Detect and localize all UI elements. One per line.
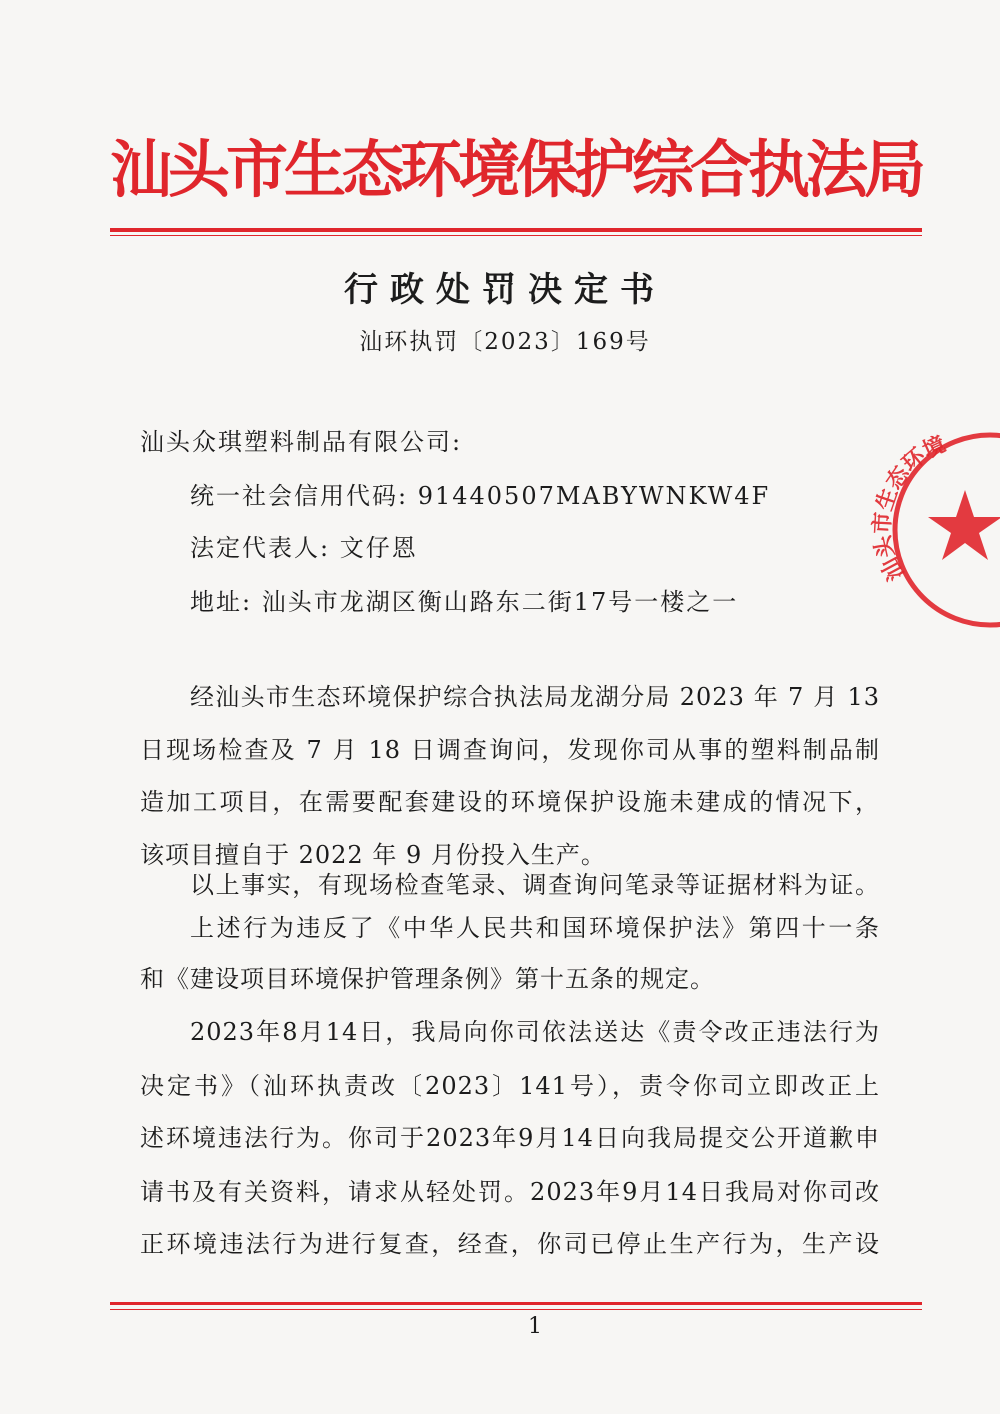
body-text-line: 述环境违法行为。你司于2023年9月14日向我局提交公开道歉申 [140, 1124, 880, 1152]
body-text-line: 经汕头市生态环境保护综合执法局龙湖分局 2023 年 7 月 13 [190, 683, 880, 711]
body-text-line: 造加工项目，在需要配套建设的环境保护设施未建成的情况下， [140, 788, 880, 816]
document-title: 行政处罚决定书 [344, 270, 666, 310]
party-representative: 法定代表人: 文仔恩 [190, 534, 418, 562]
footer-rule-thick [110, 1302, 922, 1305]
page-number: 1 [528, 1314, 542, 1339]
party-address: 地址: 汕头市龙湖区衡山路东二街17号一楼之一 [190, 588, 739, 616]
party-name: 汕头众琪塑料制品有限公司: [140, 428, 463, 456]
body-text-line: 以上事实，有现场检查笔录、调查询问笔录等证据材料为证。 [190, 871, 880, 899]
letterhead-rule-thick [110, 228, 922, 232]
official-seal [870, 425, 1000, 635]
issuer-letterhead: 汕头市生态环境保护综合执法局 [110, 133, 923, 206]
body-text-line: 2023年8月14日，我局向你司依法送达《责令改正违法行为 [190, 1018, 880, 1046]
body-text-line: 决定书》（汕环执责改〔2023〕141号），责令你司立即改正上 [140, 1072, 880, 1100]
party-credit-code: 统一社会信用代码: 91440507MABYWNKW4F [190, 482, 771, 510]
body-text-line: 上述行为违反了《中华人民共和国环境保护法》第四十一条 [190, 914, 880, 942]
body-text-line: 正环境违法行为进行复查，经查，你司已停止生产行为，生产设 [140, 1230, 880, 1258]
svg-text:汕头市生态环境 [870, 431, 950, 584]
body-text-line: 日现场检查及 7 月 18 日调查询问，发现你司从事的塑料制品制 [140, 736, 880, 764]
body-text-line: 和《建设项目环境保护管理条例》第十五条的规定。 [140, 965, 715, 993]
body-text-line: 请书及有关资料，请求从轻处罚。2023年9月14日我局对你司改 [140, 1178, 880, 1206]
letterhead-rule-thin [110, 235, 922, 236]
body-text-line: 该项目擅自于 2022 年 9 月份投入生产。 [140, 841, 606, 869]
seal-text: 汕头市生态环境 [870, 432, 950, 585]
footer-rule-thin [110, 1309, 922, 1310]
seal-star-icon [928, 490, 1000, 560]
document-number: 汕环执罚〔2023〕169号 [359, 329, 651, 355]
